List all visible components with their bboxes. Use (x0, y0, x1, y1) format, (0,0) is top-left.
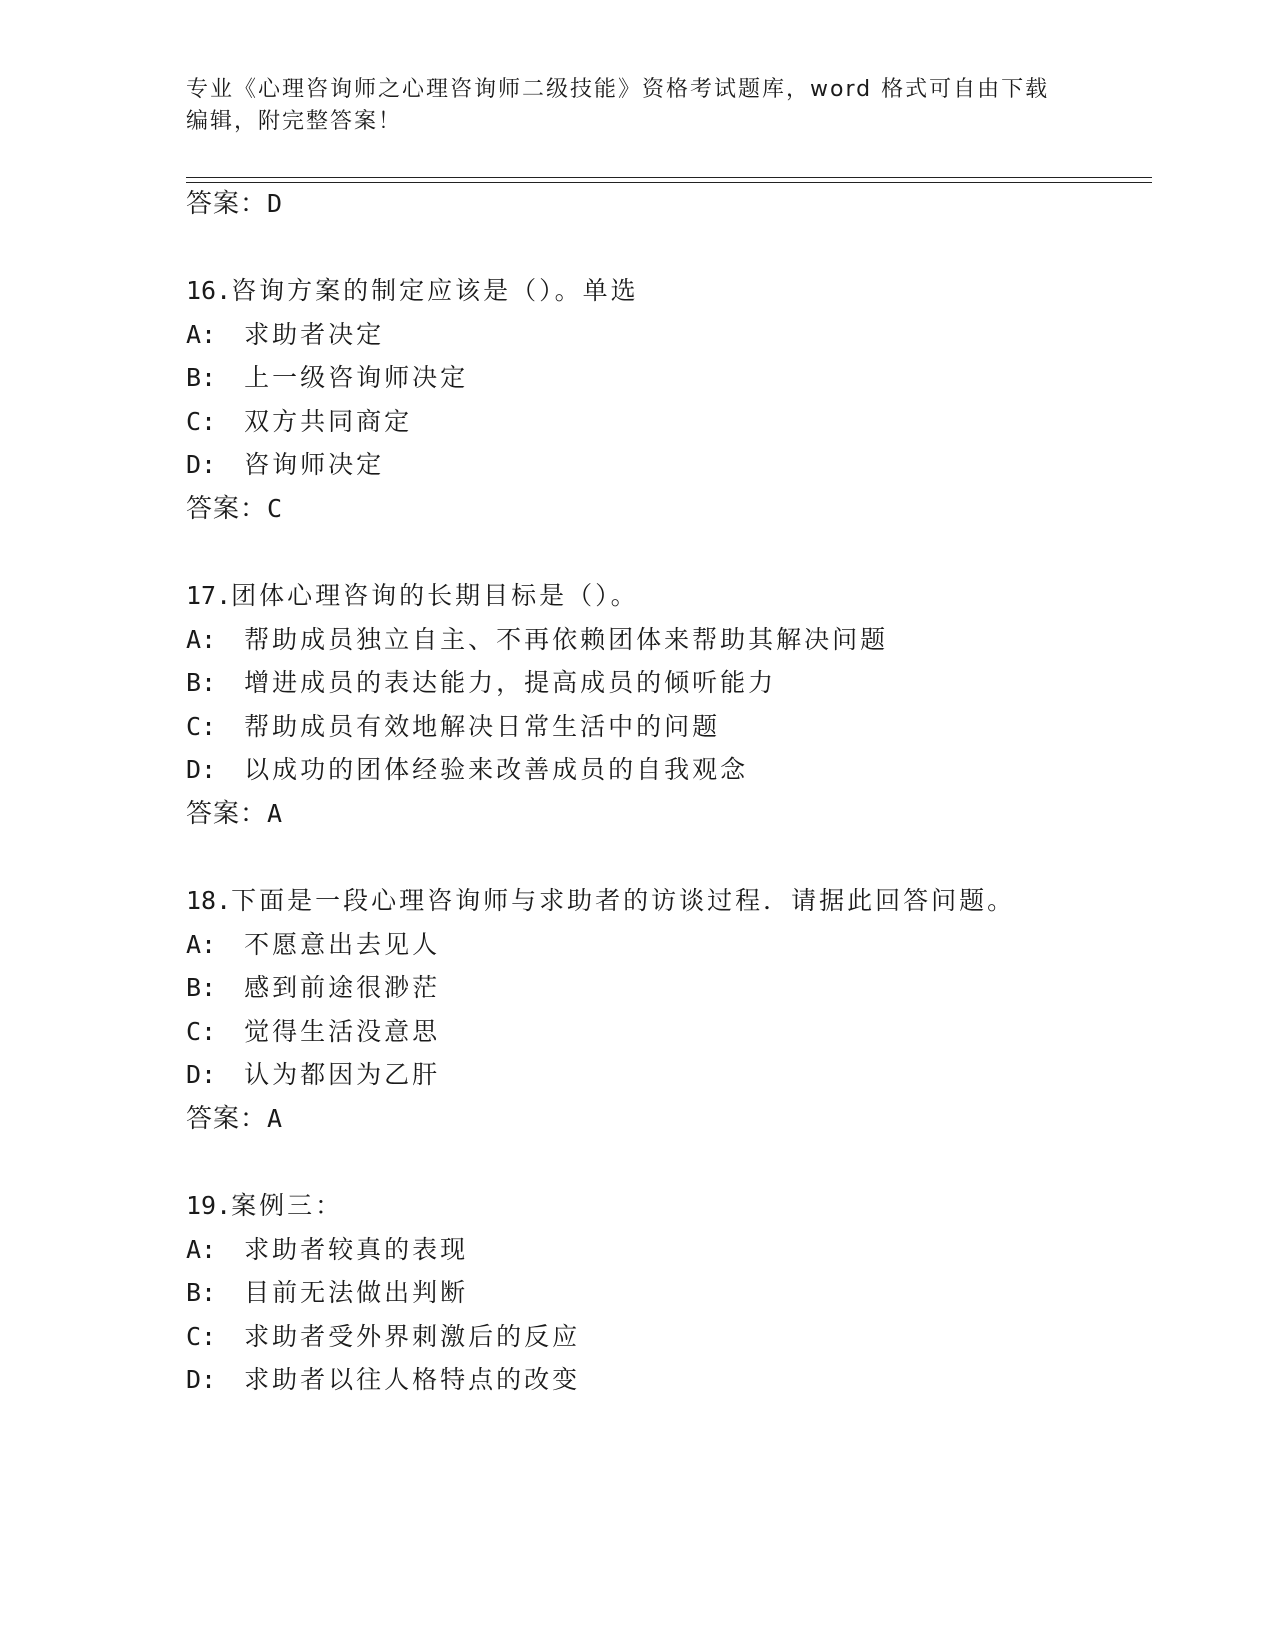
option-letter: B: (186, 363, 217, 392)
option-text: 求助者以往人格特点的改变 (244, 1365, 581, 1394)
option-letter: A: (186, 625, 217, 654)
answer-value: A (267, 799, 284, 828)
question-text: 下面是一段心理咨询师与求助者的访谈过程．请据此回答问题。 (231, 886, 1016, 915)
header-line-1: 专业《心理咨询师之心理咨询师二级技能》资格考试题库，word 格式可自由下载 (186, 77, 1050, 102)
question-16 (186, 274, 639, 308)
document-header (186, 74, 1066, 138)
q19-option-a (186, 1233, 468, 1267)
question-number: 18. (186, 886, 232, 915)
answer-label: 答案： (186, 189, 268, 219)
option-letter: A: (186, 320, 217, 349)
answer-17 (186, 797, 283, 831)
option-letter: B: (186, 973, 217, 1002)
option-text: 觉得生活没意思 (244, 1017, 441, 1046)
header-divider-top (186, 177, 1152, 178)
option-letter: A: (186, 930, 217, 959)
option-text: 以成功的团体经验来改善成员的自我观念 (244, 755, 749, 784)
option-text: 认为都因为乙肝 (244, 1060, 441, 1089)
q18-option-a (186, 928, 440, 962)
answer-value: C (267, 494, 284, 523)
option-text: 上一级咨询师决定 (244, 363, 469, 392)
option-letter: C: (186, 1322, 217, 1351)
option-letter: C: (186, 407, 217, 436)
q17-option-c (186, 710, 720, 744)
answer-value: D (267, 189, 284, 218)
option-text: 咨询师决定 (244, 450, 385, 479)
option-letter: B: (186, 1278, 217, 1307)
answer-label: 答案： (186, 799, 268, 829)
q16-option-c (186, 405, 412, 439)
q18-option-d (186, 1058, 440, 1092)
q19-option-c (186, 1320, 580, 1354)
q17-option-b (186, 666, 776, 700)
option-text: 增进成员的表达能力，提高成员的倾听能力 (244, 668, 777, 697)
option-letter: D: (186, 450, 217, 479)
question-number: 19. (186, 1191, 232, 1220)
option-letter: D: (186, 755, 217, 784)
answer-value: A (267, 1104, 284, 1133)
option-text: 目前无法做出判断 (244, 1278, 469, 1307)
option-letter: B: (186, 668, 217, 697)
header-divider-bottom (186, 182, 1152, 183)
option-text: 感到前途很渺茫 (244, 973, 441, 1002)
question-text: 团体心理咨询的长期目标是（）。 (231, 581, 639, 610)
q19-option-b (186, 1276, 468, 1310)
q16-option-a (186, 318, 384, 352)
answer-label: 答案： (186, 1104, 268, 1134)
q17-option-a (186, 623, 888, 657)
option-text: 帮助成员有效地解决日常生活中的问题 (244, 712, 721, 741)
option-text: 求助者决定 (244, 320, 385, 349)
answer-label: 答案： (186, 494, 268, 524)
question-18 (186, 884, 1015, 918)
option-letter: D: (186, 1365, 217, 1394)
q16-option-d (186, 448, 384, 482)
question-number: 17. (186, 581, 232, 610)
option-letter: D: (186, 1060, 217, 1089)
q18-option-b (186, 971, 440, 1005)
header-line-2: 编辑，附完整答案！ (186, 109, 403, 134)
option-text: 帮助成员独立自主、不再依赖团体来帮助其解决问题 (244, 625, 889, 654)
option-text: 求助者较真的表现 (244, 1235, 469, 1264)
q16-option-b (186, 361, 468, 395)
answer-16 (186, 492, 283, 526)
option-text: 不愿意出去见人 (244, 930, 441, 959)
option-letter: C: (186, 1017, 217, 1046)
q19-option-d (186, 1363, 580, 1397)
q18-option-c (186, 1015, 440, 1049)
question-text: 案例三： (231, 1191, 344, 1220)
question-17 (186, 579, 639, 613)
option-letter: C: (186, 712, 217, 741)
option-text: 双方共同商定 (244, 407, 413, 436)
answer-18 (186, 1102, 283, 1136)
question-text: 咨询方案的制定应该是（）。单选 (231, 276, 639, 305)
q17-option-d (186, 753, 748, 787)
option-letter: A: (186, 1235, 217, 1264)
option-text: 求助者受外界刺激后的反应 (244, 1322, 581, 1351)
answer-15 (186, 187, 283, 221)
question-19 (186, 1189, 343, 1223)
question-number: 16. (186, 276, 232, 305)
